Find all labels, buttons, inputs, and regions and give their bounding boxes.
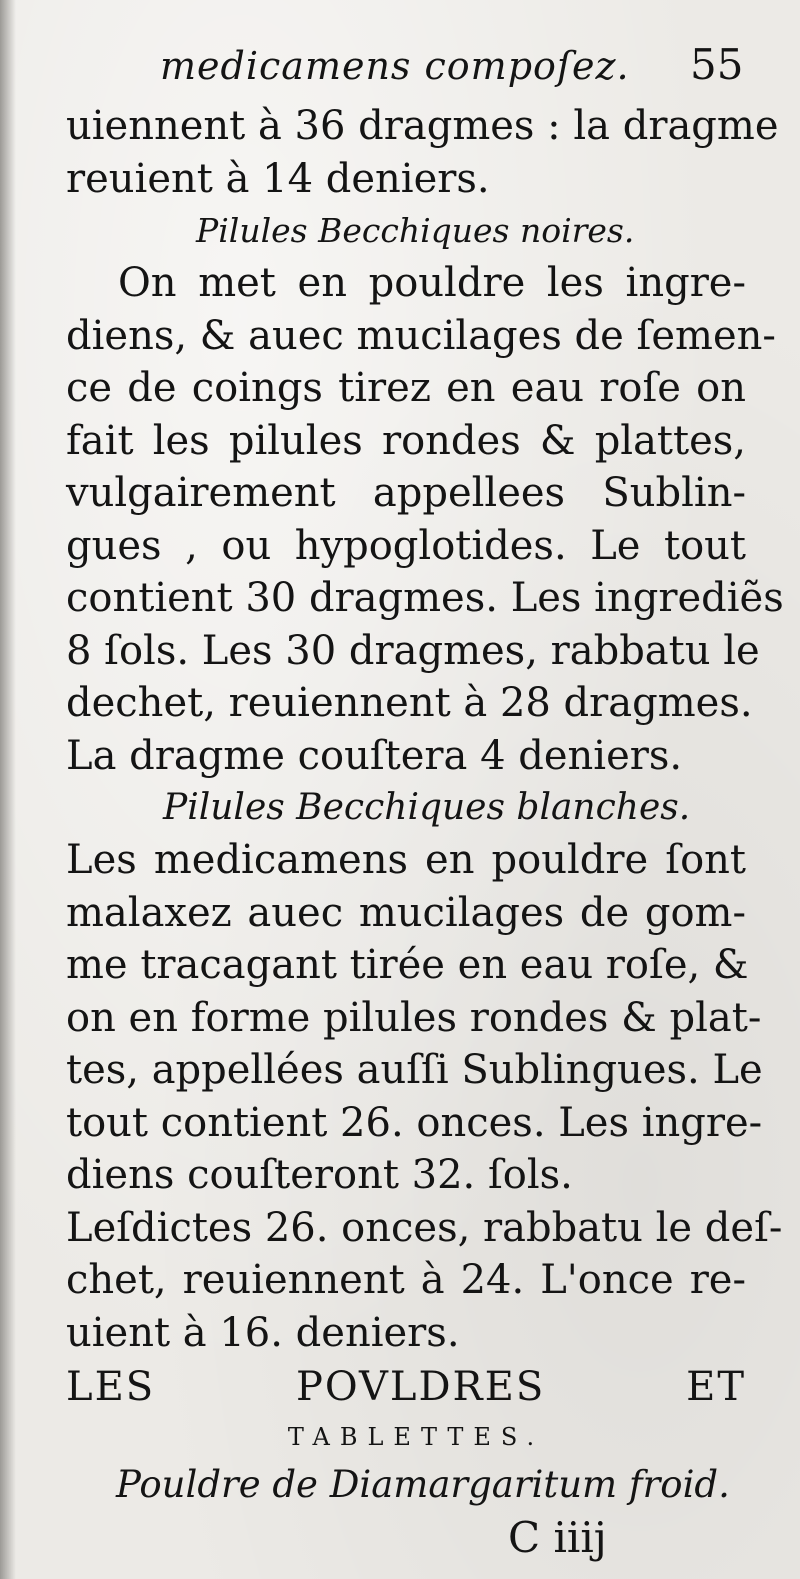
text-line: diens, & auec mucilages de ſemen-: [66, 312, 776, 359]
heading-diamargaritum: Pouldre de Diamargaritum froid.: [116, 1463, 730, 1506]
text-line: 8 ſols. Les 30 dragmes, rabbatu le: [66, 627, 760, 674]
heading-pilules-noires: Pilules Becchiques noires.: [196, 211, 635, 250]
text-line: contient 30 dragmes. Les ingrediẽs: [66, 575, 784, 621]
text-line: Leſdictes 26. onces, rabbatu le deſ-: [66, 1204, 783, 1251]
text-line: tout contient 26. onces. Les ingre-: [66, 1099, 763, 1146]
text-line: Les medicamens en pouldre ſont: [66, 837, 746, 883]
heading-pilules-blanches: Pilules Becchiques blanches.: [163, 787, 691, 828]
text-line: La dragme couſtera 4 deniers.: [66, 732, 683, 779]
page-gutter-shadow: [0, 0, 16, 1579]
text-line: on en forme pilules rondes & plat-: [66, 994, 762, 1041]
text-line: uient à 16. deniers.: [66, 1309, 460, 1356]
section-subtitle: TABLETTES.: [287, 1423, 545, 1451]
running-title: medicamens compoſez.: [160, 44, 630, 88]
text-line: dechet, reuiennent à 28 dragmes.: [66, 680, 753, 726]
signature-mark: C iiij: [508, 1513, 607, 1562]
section-title: LES POVLDRES ET: [66, 1364, 746, 1410]
text-line: tes, appellées auſſi Sublingues. Le: [66, 1047, 763, 1093]
text-line: uiennent à 36 dragmes : la dragme: [66, 103, 779, 149]
body-text: [66, 100, 784, 1565]
text-line: malaxez auec mucilages de gom-: [66, 889, 746, 936]
text-line: On met en pouldre les ingre-: [118, 260, 746, 306]
text-line: gues , ou hypoglotides. Le tout: [66, 522, 746, 569]
text-line: ce de coings tirez en eau roſe on: [66, 365, 746, 411]
text-line: fait les pilules rondes & plattes,: [66, 417, 746, 464]
text-line: diens couſteront 32. ſols.: [66, 1152, 573, 1198]
text-line: reuient à 14 deniers.: [66, 155, 490, 202]
page-number: 55: [690, 40, 744, 89]
text-line: vulgairement appellees Sublin-: [66, 470, 746, 516]
text-line: chet, reuiennent à 24. L'once re-: [66, 1257, 746, 1303]
text-line: me tracagant tirée en eau roſe, &: [66, 942, 749, 988]
